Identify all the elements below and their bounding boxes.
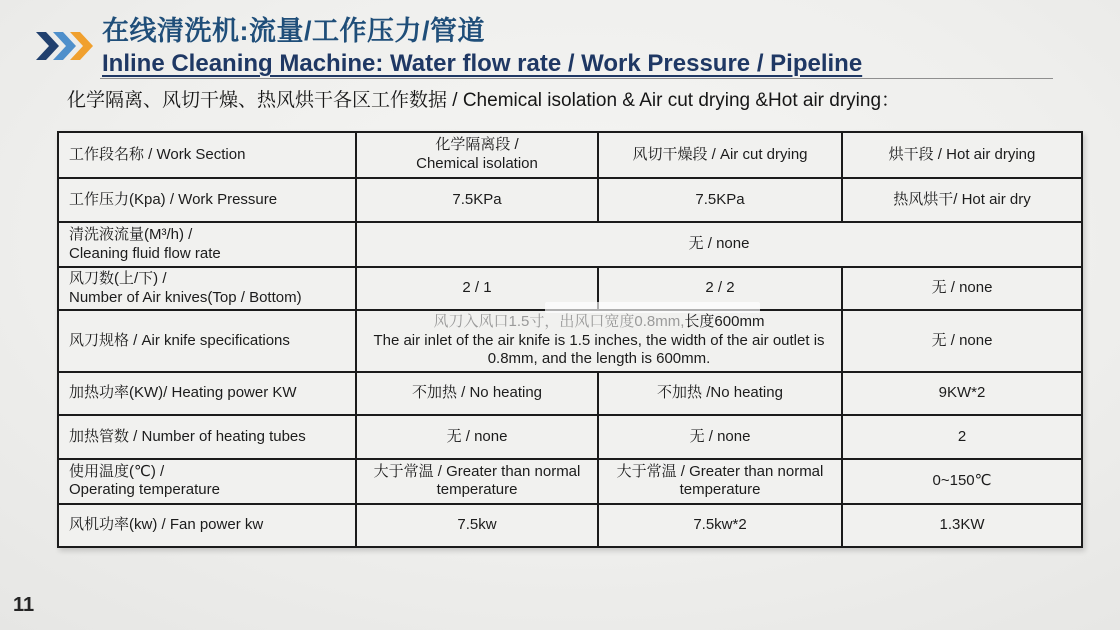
triple-chevron-icon [36, 32, 106, 60]
header-chemical-isolation [356, 132, 598, 178]
label-line: 使用温度(℃) / [69, 462, 165, 480]
heating-tubes-label: 加热管数 / Number of heating tubes [58, 415, 356, 459]
operating-temp-chemical: 大于常温 / Greater than normal temperature [356, 459, 598, 504]
air-knives-chemical: 2 / 1 [356, 267, 598, 310]
heating-power-chemical: 不加热 / No heating [356, 372, 598, 415]
header-air-cut-drying: 风切干燥段 / Air cut drying [598, 132, 842, 178]
fan-power-hot-air: 1.3KW [842, 504, 1082, 547]
label-line: Cleaning fluid flow rate [69, 244, 221, 262]
table-row-heating-tubes [58, 415, 1082, 459]
table-row-air-knives [58, 267, 1082, 310]
spec-line-english: The air inlet of the air knife is 1.5 inches, the width of the air outlet is 0.8mm, and the length is 600mm. [373, 331, 825, 368]
air-knives-air-cut: 2 / 2 [598, 267, 842, 310]
heating-tubes-air-cut: 无 / none [598, 415, 842, 459]
air-knives-hot-air: 无 / none [842, 267, 1082, 310]
heating-power-air-cut: 不加热 /No heating [598, 372, 842, 415]
spec-table [57, 131, 1083, 548]
fluid-flow-merged-value: 无 / none [356, 222, 1082, 267]
air-knife-spec-label: 风刀规格 / Air knife specifications [58, 310, 356, 372]
spec-line-chinese [365, 313, 833, 332]
table-row-fluid-flow [58, 222, 1082, 267]
header-work-section: 工作段名称 / Work Section [58, 132, 356, 178]
table-row-operating-temp [58, 459, 1082, 504]
heating-tubes-hot-air: 2 [842, 415, 1082, 459]
label-line: 清洗液流量(M³/h) / [69, 225, 193, 243]
fan-power-label: 风机功率(kw) / Fan power kw [58, 504, 356, 547]
table-caption: 化学隔离、风切干燥、热风烘干各区工作数据 / Chemical isolation & Air cut drying &Hot air drying： [67, 90, 901, 111]
fan-power-air-cut: 7.5kw*2 [598, 504, 842, 547]
work-pressure-chemical: 7.5KPa [356, 178, 598, 222]
table-row-work-pressure [58, 178, 1082, 222]
work-pressure-label: 工作压力(Kpa) / Work Pressure [58, 178, 356, 222]
slide-title-chinese: 在线清洗机:流量/工作压力/管道 [102, 16, 485, 46]
label-line: 风刀数(上/下) / [69, 270, 167, 287]
work-pressure-hot-air: 热风烘干/ Hot air dry [842, 178, 1082, 222]
label-line: Operating temperature [69, 481, 220, 499]
header-line: Chemical isolation [416, 155, 538, 172]
air-knife-spec-merged-value [356, 310, 842, 372]
table-row-air-knife-spec [58, 310, 1082, 372]
label-line: Number of Air knives(Top / Bottom) [69, 288, 302, 306]
fan-power-chemical: 7.5kw [356, 504, 598, 547]
operating-temp-hot-air: 0~150℃ [842, 459, 1082, 504]
title-underline-rule [100, 78, 1053, 79]
heating-tubes-chemical: 无 / none [356, 415, 598, 459]
table-row-header [58, 132, 1082, 178]
spec-chinese-solid: 长度600mm [684, 313, 765, 331]
operating-temp-air-cut: 大于常温 / Greater than normal temperature [598, 459, 842, 504]
page-number: 11 [13, 594, 35, 616]
spec-chinese-faded: 风刀入风口1.5寸，出风口宽度0.8mm, [433, 313, 685, 331]
chevron-navy-icon [36, 32, 59, 60]
fluid-flow-label [58, 222, 356, 267]
air-knives-label [58, 267, 356, 310]
air-knife-spec-hot-air: 无 / none [842, 310, 1082, 372]
work-pressure-air-cut: 7.5KPa [598, 178, 842, 222]
header-hot-air-drying: 烘干段 / Hot air drying [842, 132, 1082, 178]
slide-title-english: Inline Cleaning Machine: Water flow rate / Work Pressure / Pipeline [102, 50, 863, 77]
heating-power-hot-air: 9KW*2 [842, 372, 1082, 415]
table-row-heating-power [58, 372, 1082, 415]
heating-power-label: 加热功率(KW)/ Heating power KW [58, 372, 356, 415]
operating-temp-label [58, 459, 356, 504]
header-line: 化学隔离段 / [435, 136, 519, 154]
table-row-fan-power [58, 504, 1082, 547]
